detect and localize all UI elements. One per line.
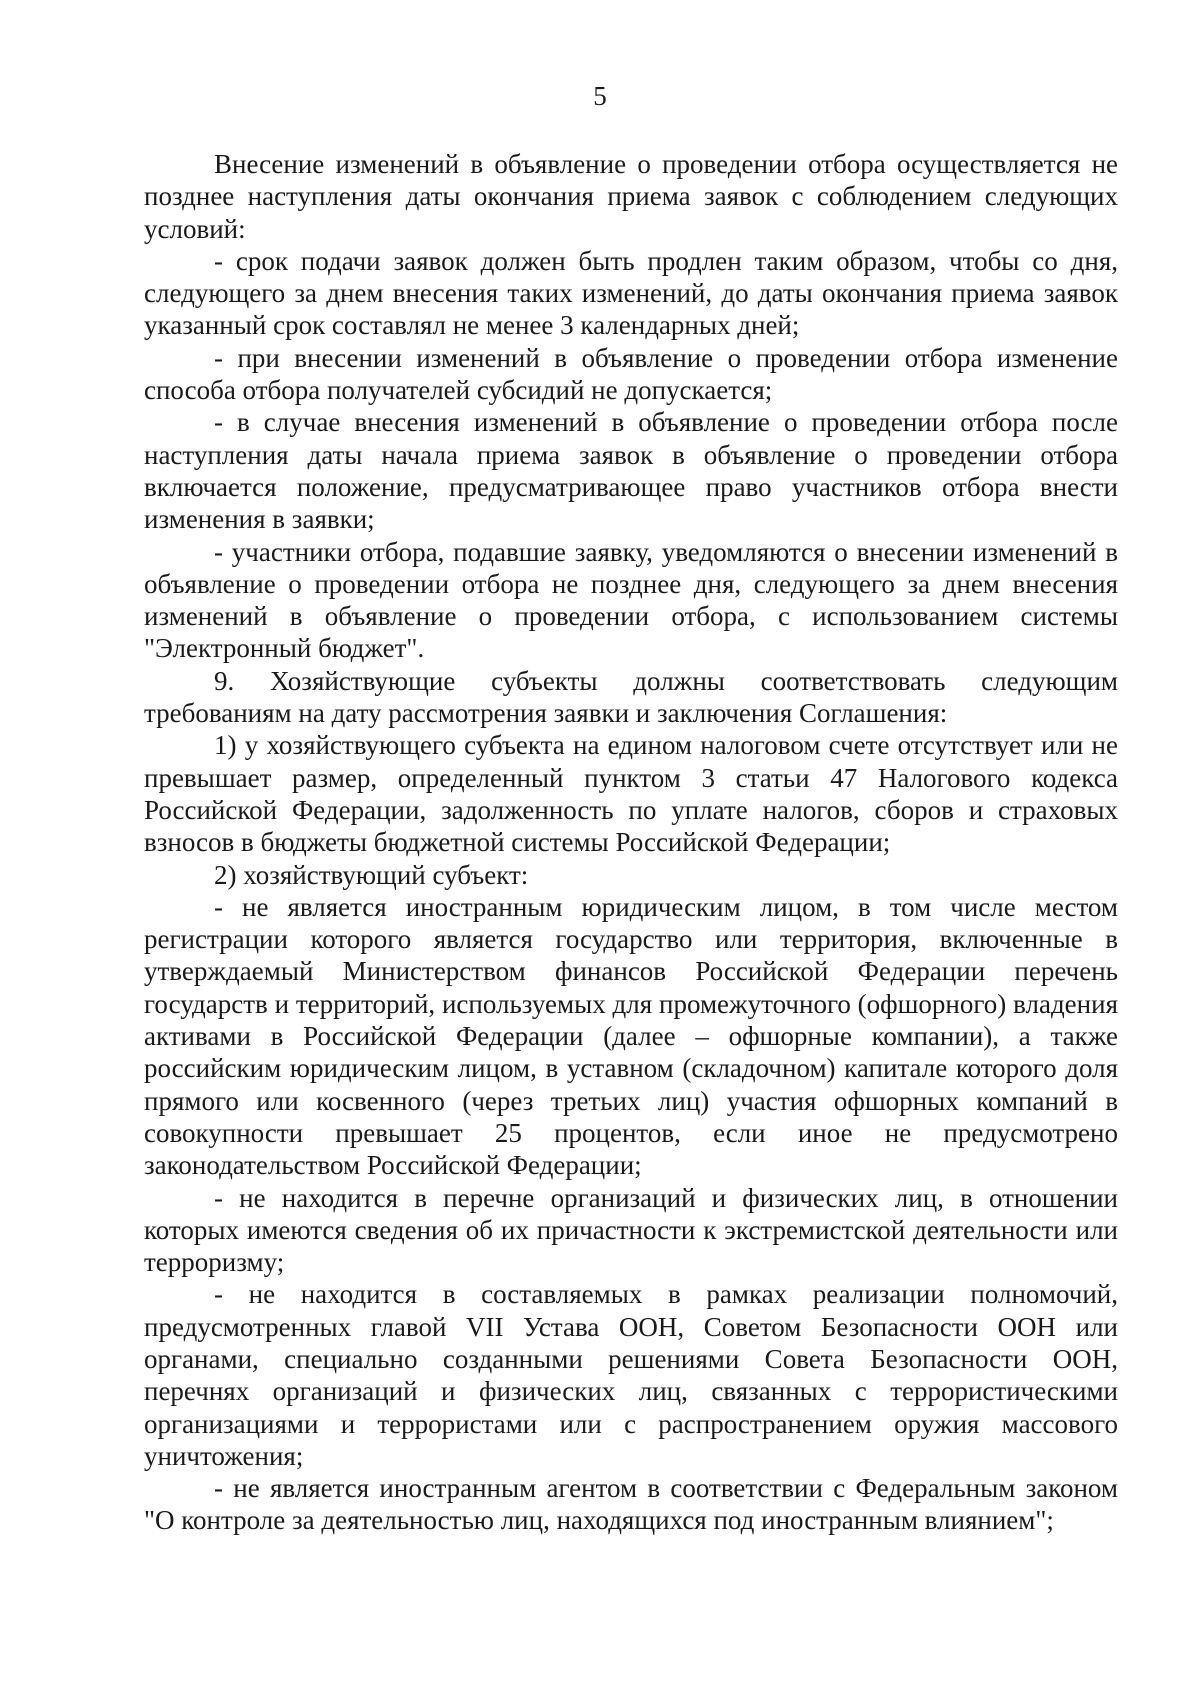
paragraph-participant-notification: - участники отбора, подавшие заявку, уведомляются о внесении изменений в объявление о проведении отбора не позднее дня, следующего за днем внесения изменений в объявление о проведении отбора, с использованием системы "Электронный бюджет". bbox=[144, 536, 1118, 664]
document-body bbox=[144, 148, 1118, 1537]
paragraph-subitem-1-tax-debt: 1) у хозяйствующего субъекта на едином налоговом счете отсутствует или не превышает размер, определенный пунктом 3 статьи 47 Налогового кодекса Российской Федерации, задолженность по уплате налогов, сборов и страховых взносов в бюджеты бюджетной системы Российской Федерации; bbox=[144, 730, 1118, 858]
paragraph-offshore-condition: - не является иностранным юридическим лицом, в том числе местом регистрации которого является государство или территория, включенные в утверждаемый Министерством финансов Российской Федерации перечень государств и территорий, используемых для промежуточного (офшорного) владения активами в Российской Федерации (далее – офшорные компании), а также российским юридическим лицом, в уставном (складочном) капитале которого доля прямого или косвенного (через третьих лиц) участия офшорных компаний в совокупности превышает 25 процентов, если иное не предусмотрено законодательством Российской Федерации; bbox=[144, 891, 1118, 1181]
paragraph-deadline-extension: - срок подачи заявок должен быть продлен таким образом, чтобы со дня, следующего за днем внесения таких изменений, до даты окончания приема заявок указанный срок составлял не менее 3 календарных дней; bbox=[144, 245, 1118, 341]
paragraph-foreign-agent: - не является иностранным агентом в соответствии с Федеральным законом "О контроле за деятельностью лиц, находящихся под иностранным влиянием"; bbox=[144, 1473, 1118, 1536]
paragraph-method-unchanged: - при внесении изменений в объявление о проведении отбора изменение способа отбора получателей субсидий не допускается; bbox=[144, 342, 1118, 406]
paragraph-extremism-list: - не находится в перечне организаций и физических лиц, в отношении которых имеются сведения об их причастности к экстремистской деятельности или терроризму; bbox=[144, 1182, 1118, 1278]
paragraph-un-sanctions-list: - не находится в составляемых в рамках реализации полномочий, предусмотренных главой VII Устава ООН, Советом Безопасности ООН или органами, специально созданными решениями Совета Безопасности ООН, перечнях организаций и физических лиц, связанных с террористическими организациями и террористами или с распространением оружия массового уничтожения; bbox=[144, 1279, 1118, 1471]
paragraph-amendment-terms: Внесение изменений в объявление о проведении отбора осуществляется не позднее наступления даты окончания приема заявок с соблюдением следующих условий: bbox=[144, 149, 1118, 244]
paragraph-right-to-amend: - в случае внесения изменений в объявление о проведении отбора после наступления даты начала приема заявок в объявление о проведении отбора включается положение, предусматривающее право участников отбора внести изменения в заявки; bbox=[144, 407, 1118, 535]
paragraph-item-9-requirements: 9. Хозяйствующие субъекты должны соответствовать следующим требованиям на дату рассмотрения заявки и заключения Соглашения: bbox=[144, 665, 1118, 729]
paragraph-subitem-2-entity: 2) хозяйствующий субъект: bbox=[214, 859, 529, 890]
page-number: 5 bbox=[593, 81, 607, 111]
